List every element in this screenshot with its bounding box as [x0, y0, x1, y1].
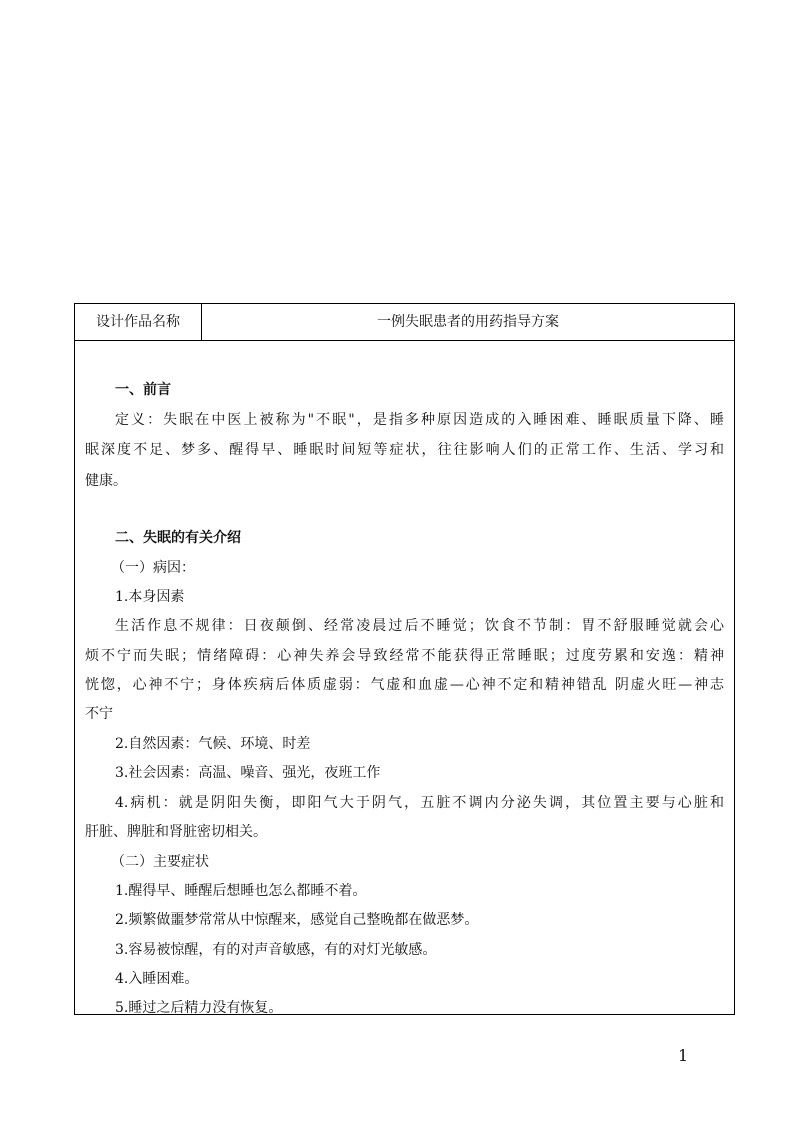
symptom-3: 3.容易被惊醒，有的对声音敏感，有的对灯光敏感。 — [115, 942, 437, 958]
project-name-value: 一例失眠患者的用药指导方案 — [377, 314, 559, 330]
symptom-4: 4.入睡困难。 — [115, 971, 199, 987]
lifestyle-line-3: 恍惚，心神不宁；身体疾病后体质虚弱：气虚和血虚—心神不定和精神错乱 阴虚火旺—神志 — [85, 677, 724, 693]
heading-introduction: 二、失眠的有关介绍 — [115, 530, 241, 546]
cause-item-1: 1.本身因素 — [115, 589, 185, 605]
project-name-label: 设计作品名称 — [75, 304, 202, 340]
cause-item-2: 2.自然因素：气候、环境、时差 — [115, 736, 311, 752]
symptom-5: 5.睡过之后精力没有恢复。 — [115, 1000, 283, 1016]
cause-item-4-line-1: 4.病机：就是阴阳失衡，即阳气大于阴气，五脏不调内分泌失调，其位置主要与心脏和 — [115, 795, 724, 811]
lifestyle-line-2: 烦不宁而失眠；情绪障碍：心神失养会导致经常不能获得正常睡眠；过度劳累和安逸：精神 — [85, 648, 724, 664]
subheading-causes: （一）病因： — [111, 560, 195, 576]
subheading-symptoms: （二）主要症状 — [111, 854, 209, 870]
symptom-2: 2.频繁做噩梦常常从中惊醒来，感觉自己整晚都在做恶梦。 — [115, 912, 479, 928]
symptom-1: 1.醒得早、睡醒后想睡也怎么都睡不着。 — [115, 883, 367, 899]
table-content — [85, 341, 724, 1014]
heading-preface: 一、前言 — [115, 382, 171, 398]
definition-line-3: 健康。 — [85, 473, 127, 489]
definition-line-2: 眠深度不足、梦多、醒得早、睡眠时间短等症状，往往影响人们的正常工作、生活、学习和 — [85, 442, 724, 458]
table-header-row — [75, 304, 734, 341]
cause-item-4-line-2: 肝脏、脾脏和肾脏密切相关。 — [85, 824, 267, 840]
lifestyle-line-4: 不宁 — [85, 706, 113, 722]
project-table — [74, 303, 735, 1015]
lifestyle-line-1: 生活作息不规律：日夜颠倒、经常凌晨过后不睡觉；饮食不节制：胃不舒服睡觉就会心 — [115, 618, 724, 634]
page-number: 1 — [678, 1046, 689, 1065]
cause-item-3: 3.社会因素：高温、噪音、强光，夜班工作 — [115, 765, 381, 781]
definition-line-1: 定义：失眠在中医上被称为"不眠"，是指多种原因造成的入睡困难、睡眠质量下降、睡 — [115, 412, 724, 428]
